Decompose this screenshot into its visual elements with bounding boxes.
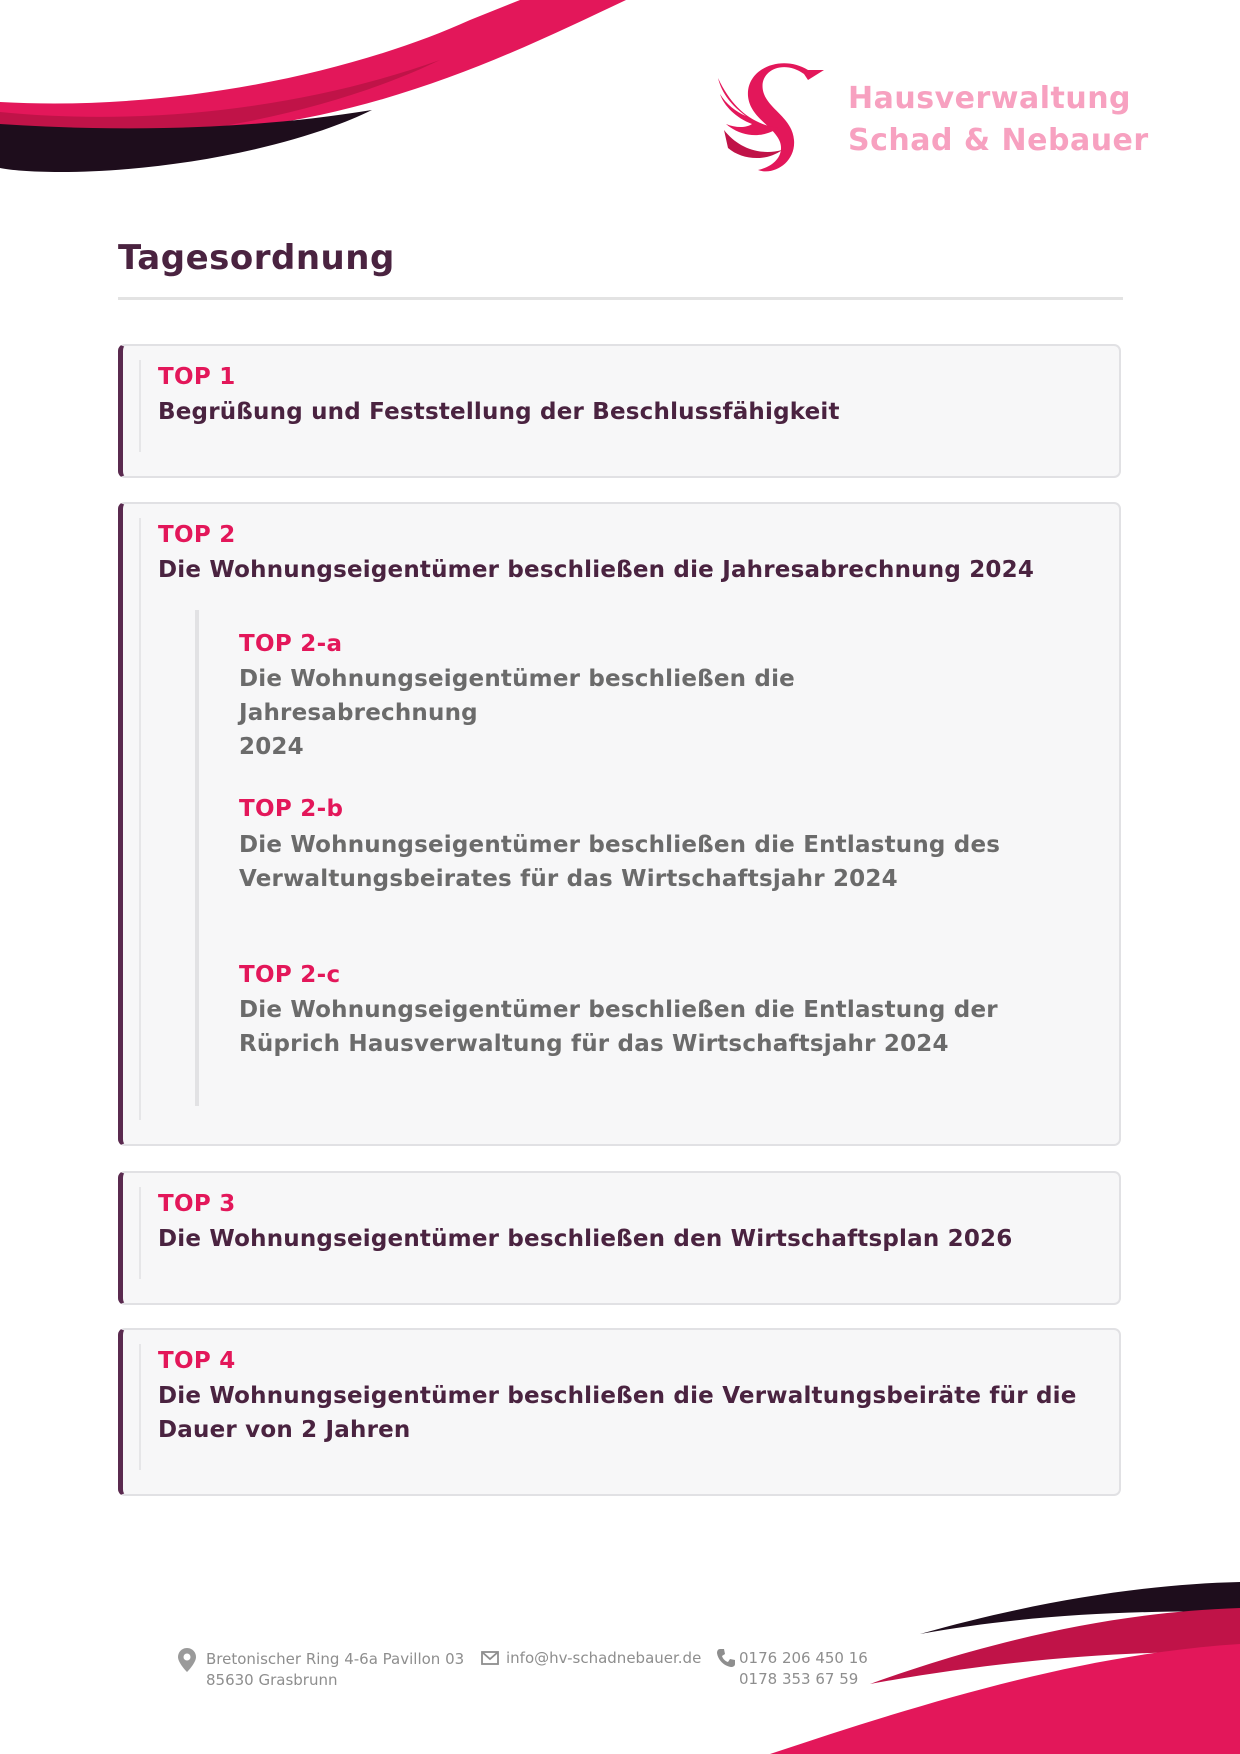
agenda-item-label: TOP 2 [158, 522, 236, 548]
footer-phone1[interactable]: 0176 206 450 16 [739, 1649, 868, 1667]
agenda-item-title: Begrüßung und Feststellung der Beschlussfähigkeit [158, 399, 840, 425]
agenda-item-label: TOP 4 [158, 1348, 236, 1374]
footer-address-line2: 85630 Grasbrunn [206, 1671, 338, 1689]
agenda-item-title: Die Wohnungseigentümer beschließen die Jahresabrechnung 2024 [158, 557, 1035, 583]
footer-address [206, 1649, 464, 1691]
agenda-item-title [158, 1379, 1077, 1447]
company-logo [712, 58, 1240, 188]
mail-icon [481, 1651, 499, 1665]
page-title: Tagesordnung [118, 238, 395, 278]
subitem-label: TOP 2-b [239, 796, 344, 822]
location-pin-icon [178, 1648, 196, 1672]
subitem-divider [195, 610, 199, 1106]
footer-phone2[interactable]: 0178 353 67 59 [739, 1670, 859, 1688]
agenda-item-title: Die Wohnungseigentümer beschließen den Wirtschaftsplan 2026 [158, 1226, 1013, 1252]
subitem-title [239, 662, 1039, 764]
agenda-item-title-line1: Die Wohnungseigentümer beschließen die Verwaltungsbeiräte für die [158, 1383, 1077, 1409]
header-swoosh-decoration [0, 0, 640, 180]
subitem-title [239, 993, 1039, 1061]
footer-address-line1: Bretonischer Ring 4-6a Pavillon 03 [206, 1650, 465, 1668]
subitem-title-line1: Die Wohnungseigentümer beschließen die Entlastung der [239, 997, 998, 1023]
agenda-item-top2 [118, 502, 1121, 1146]
agenda-item-top1 [118, 344, 1121, 478]
subitem-label: TOP 2-c [239, 962, 341, 988]
swan-logo-icon [712, 58, 832, 178]
subitem-title-line1: Die Wohnungseigentümer beschließen die Entlastung des [239, 832, 1001, 858]
agenda-item-label: TOP 3 [158, 1191, 236, 1217]
agenda-item-title-line2: Dauer von 2 Jahren [158, 1417, 411, 1443]
subitem-title-line1: Die Wohnungseigentümer beschließen die Jahresabrechnung [239, 666, 795, 726]
subitem-label: TOP 2-a [239, 631, 343, 657]
company-name [848, 78, 1149, 162]
phone-icon [716, 1648, 736, 1668]
company-name-line1: Hausverwaltung [848, 81, 1132, 116]
footer-email[interactable]: info@hv-schadnebauer.de [506, 1649, 702, 1667]
agenda-item-top4 [118, 1328, 1121, 1496]
footer-phones [739, 1648, 868, 1690]
title-divider [118, 297, 1123, 300]
agenda-item-top3 [118, 1171, 1121, 1305]
company-name-line2: Schad & Nebauer [848, 123, 1149, 158]
subitem-title [239, 828, 1039, 896]
agenda-item-label: TOP 1 [158, 364, 236, 390]
subitem-title-line2: 2024 [239, 734, 304, 760]
subitem-title-line2: Verwaltungsbeirates für das Wirtschaftsjahr 2024 [239, 866, 898, 892]
subitem-title-line2: Rüprich Hausverwaltung für das Wirtschaftsjahr 2024 [239, 1031, 949, 1057]
